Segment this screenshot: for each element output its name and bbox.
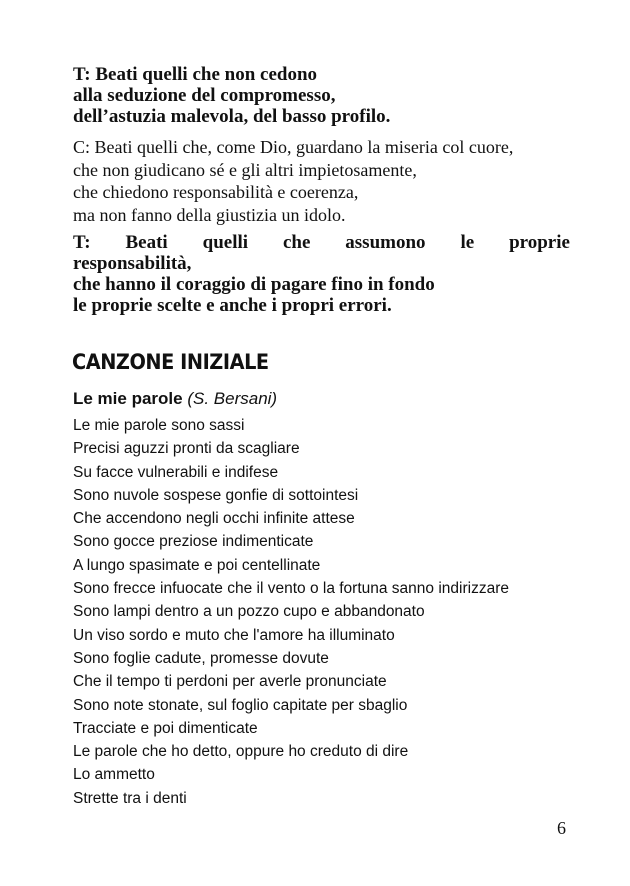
song-title: Le mie parole <box>73 389 183 408</box>
word: quelli <box>202 232 249 253</box>
page-number: 6 <box>557 818 566 838</box>
lyric-line: A lungo spasimate e poi centellinate <box>73 556 321 574</box>
lyric-line: Che accendono negli occhi infinite attese <box>73 510 355 528</box>
text-line: che hanno il coraggio di pagare fino in fondo <box>73 274 435 295</box>
beatitude-t-block-1 <box>73 64 390 127</box>
text-line: che chiedono responsabilità e coerenza, <box>73 182 359 202</box>
text-line: alla seduzione del compromesso, <box>73 85 336 106</box>
lyric-line: Strette tra i denti <box>73 789 187 807</box>
lyric-line: Le mie parole sono sassi <box>73 417 245 434</box>
lyric-line: Sono note stonate, sul foglio capitate per sbaglio <box>73 696 408 714</box>
song-lyrics <box>73 414 509 810</box>
lyric-line: Un viso sordo e muto che l'amore ha illuminato <box>73 626 395 644</box>
text-line: C: Beati quelli che, come Dio, guardano la miseria col cuore, <box>73 137 514 157</box>
text-line: responsabilità, <box>73 253 192 274</box>
lyric-line: Sono gocce preziose indimenticate <box>73 533 314 551</box>
lyric-line: Le parole che ho detto, oppure ho creduto di dire <box>73 743 409 761</box>
song-heading <box>73 389 277 409</box>
lyric-line: Sono lampi dentro a un pozzo cupo e abbandonato <box>73 603 425 621</box>
beatitude-c-block-1 <box>73 136 513 226</box>
beatitude-t-block-2 <box>73 232 570 316</box>
text-line: ma non fanno della giustizia un idolo. <box>73 204 346 225</box>
word: Beati <box>125 232 168 253</box>
lyric-line: Su facce vulnerabili e indifese <box>73 463 279 481</box>
justified-line <box>73 232 570 253</box>
lyric-line: Precisi aguzzi pronti da scagliare <box>73 440 300 458</box>
lyric-line: Sono nuvole sospese gonfie di sottointesi <box>73 486 359 504</box>
word: le <box>460 232 475 253</box>
word: T: <box>73 232 91 253</box>
text-line: che non giudicano sé e gli altri impietosamente, <box>73 159 417 180</box>
text-line: dell’astuzia malevola, del basso profilo. <box>73 106 391 127</box>
song-author: (S. Bersani) <box>187 389 278 408</box>
text-line: le proprie scelte e anche i propri errori. <box>73 295 392 316</box>
lyric-line: Lo ammetto <box>73 766 155 784</box>
lyric-line: Che il tempo ti perdoni per averle pronunciate <box>73 673 387 691</box>
section-title: CANZONE INIZIALE <box>72 350 269 374</box>
word: assumono <box>345 232 426 253</box>
text-line: T: Beati quelli che non cedono <box>73 64 318 85</box>
lyric-line: Sono foglie cadute, promesse dovute <box>73 649 329 667</box>
lyric-line: Tracciate e poi dimenticate <box>73 719 258 737</box>
word: che <box>282 232 311 253</box>
word: proprie <box>509 232 570 253</box>
lyric-line: Sono frecce infuocate che il vento o la fortuna sanno indirizzare <box>73 580 509 598</box>
